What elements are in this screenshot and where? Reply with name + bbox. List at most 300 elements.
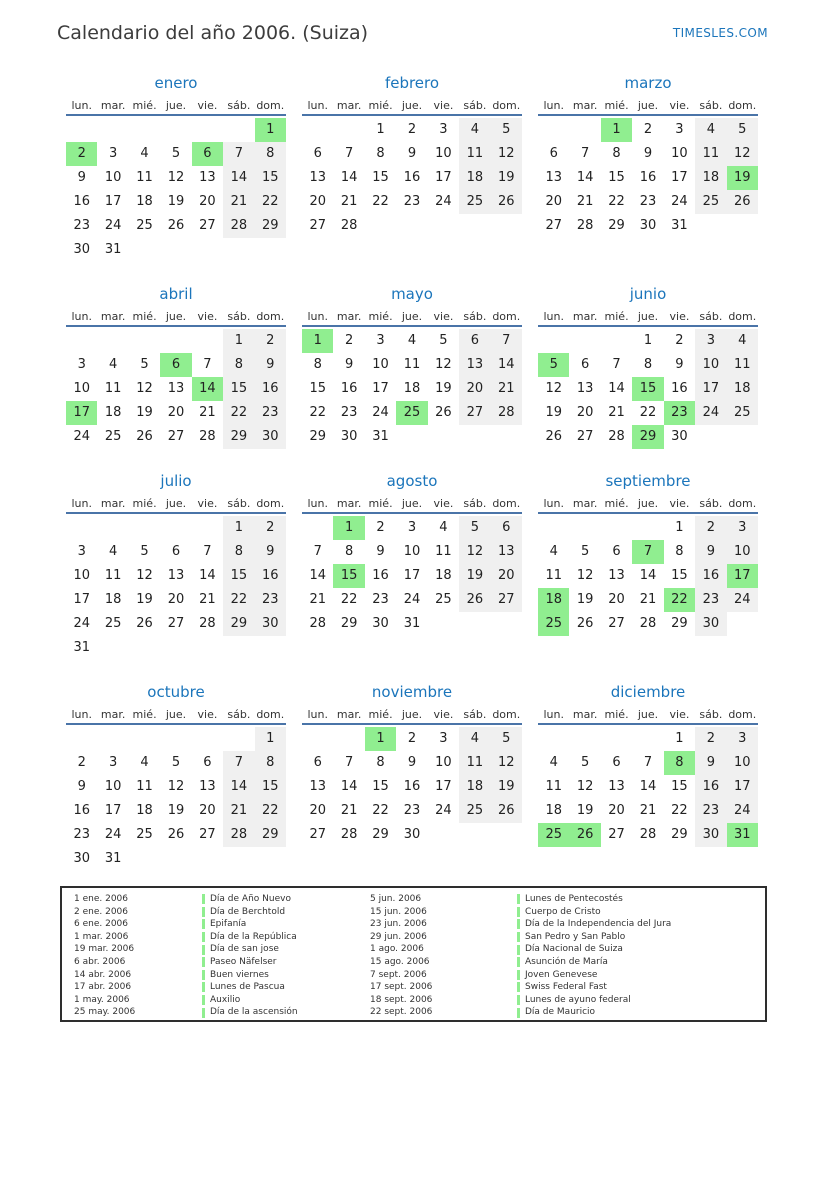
legend-date: 1 mar. 2006 — [74, 931, 129, 942]
weekday-header: jue. — [165, 497, 187, 510]
empty-cell — [569, 516, 600, 540]
date-cell: 29 — [223, 612, 254, 636]
date-cell: 20 — [167, 405, 185, 420]
date-cell: 7 — [344, 146, 354, 161]
date-cell: 28 — [340, 218, 358, 233]
date-cell: 26 — [167, 827, 185, 842]
empty-cell — [97, 329, 128, 353]
weekday-header: mar. — [572, 310, 598, 323]
date-cell: 19 — [136, 592, 153, 607]
date-cell: 31 — [73, 640, 90, 655]
legend-row — [370, 943, 755, 956]
date-cell: 22 — [223, 401, 254, 425]
date-cell: 30 — [695, 612, 726, 636]
date-cell: 19 — [435, 381, 452, 396]
legend-holiday-name: Joven Genevese — [517, 969, 597, 982]
date-cell: 2 — [344, 333, 354, 348]
date-cell: 3 — [439, 731, 448, 746]
date-cell: 3 — [407, 520, 417, 535]
date-cell: 7 — [203, 544, 212, 559]
month-julio — [66, 472, 286, 660]
date-cell: 11 — [695, 142, 726, 166]
date-cell: 3 — [108, 755, 118, 770]
date-cell: 10 — [727, 540, 758, 564]
date-cell: 22 — [340, 592, 358, 607]
date-cell: 12 — [576, 779, 594, 794]
weekday-header: mié. — [368, 310, 393, 323]
date-cell: 10 — [695, 353, 726, 377]
date-cell: 16 — [403, 779, 421, 794]
date-cell: 28 — [491, 401, 522, 425]
holiday-tick-icon — [517, 1008, 520, 1018]
holiday-tick-icon — [202, 970, 205, 980]
date-cell: 4 — [727, 329, 758, 353]
site-link[interactable]: TIMESLES.COM — [672, 26, 768, 40]
holiday-date-cell: 2 — [66, 142, 97, 166]
legend-holiday-name: Día de la ascensión — [202, 1006, 298, 1019]
weekday-header-row — [538, 310, 758, 325]
empty-cell — [97, 727, 128, 751]
holiday-tick-icon — [517, 932, 520, 942]
weekday-header: jue. — [165, 310, 187, 323]
dates-grid — [538, 329, 758, 449]
date-cell: 29 — [255, 214, 286, 238]
weekday-header-row — [302, 708, 522, 723]
date-cell: 10 — [372, 357, 389, 372]
weekday-header: mié. — [132, 99, 157, 112]
holiday-date-cell: 25 — [538, 612, 569, 636]
empty-cell — [601, 329, 632, 353]
weekday-header: vie. — [669, 708, 690, 721]
header-rule — [66, 512, 286, 514]
date-cell: 30 — [403, 827, 421, 842]
header-rule — [538, 114, 758, 116]
date-cell: 24 — [104, 827, 122, 842]
date-cell: 4 — [140, 755, 149, 770]
date-cell: 7 — [313, 544, 322, 559]
holiday-tick-icon — [202, 957, 205, 967]
date-cell: 2 — [407, 731, 417, 746]
legend-date: 1 ene. 2006 — [74, 894, 128, 904]
holiday-date-cell: 17 — [727, 564, 758, 588]
holiday-tick-icon — [517, 970, 520, 980]
weekday-header: sáb. — [227, 99, 251, 112]
date-cell: 20 — [491, 564, 522, 588]
date-cell: 25 — [459, 190, 490, 214]
date-cell: 3 — [439, 122, 448, 137]
date-cell: 17 — [727, 775, 758, 799]
date-cell: 28 — [223, 823, 254, 847]
date-cell: 16 — [372, 568, 389, 583]
date-cell: 1 — [643, 333, 653, 348]
date-cell: 11 — [136, 170, 153, 185]
date-cell: 15 — [223, 377, 254, 401]
date-cell: 27 — [309, 218, 326, 233]
empty-cell — [66, 727, 97, 751]
date-cell: 13 — [199, 170, 216, 185]
weekday-header: mar. — [336, 708, 362, 721]
date-cell: 9 — [344, 357, 354, 372]
date-cell: 21 — [639, 803, 657, 818]
weekday-header: mar. — [100, 497, 126, 510]
holiday-date-cell: 29 — [632, 425, 663, 449]
holiday-tick-icon — [202, 982, 205, 992]
date-cell: 25 — [136, 218, 153, 233]
date-cell: 30 — [372, 616, 389, 631]
holiday-date-cell: 5 — [538, 353, 569, 377]
date-cell: 25 — [727, 401, 758, 425]
empty-cell — [538, 516, 569, 540]
date-cell: 21 — [223, 799, 254, 823]
date-cell: 12 — [491, 751, 522, 775]
holiday-date-cell: 15 — [333, 564, 364, 588]
date-cell: 12 — [167, 170, 185, 185]
months-grid — [66, 74, 768, 871]
legend-holiday-name: San Pedro y San Pablo — [517, 931, 625, 944]
date-cell: 24 — [104, 218, 122, 233]
date-cell: 22 — [372, 194, 389, 209]
page-header — [57, 20, 768, 46]
legend-date: 29 jun. 2006 — [370, 931, 427, 942]
date-cell: 4 — [407, 333, 417, 348]
empty-cell — [192, 727, 223, 751]
month-title: septiembre — [605, 472, 691, 490]
date-cell: 25 — [459, 799, 490, 823]
empty-cell — [632, 516, 663, 540]
empty-cell — [129, 118, 160, 142]
weekday-header: dom. — [492, 310, 521, 323]
date-cell: 9 — [643, 146, 653, 161]
date-cell: 16 — [340, 381, 358, 396]
date-cell: 1 — [675, 731, 684, 746]
weekday-header: jue. — [165, 99, 187, 112]
month-title: noviembre — [371, 683, 453, 701]
empty-cell — [97, 118, 128, 142]
legend-row — [74, 956, 370, 969]
date-cell: 24 — [403, 592, 421, 607]
holiday-tick-icon — [202, 894, 205, 904]
date-cell: 20 — [576, 405, 594, 420]
date-cell: 17 — [695, 377, 726, 401]
weekday-header: vie. — [197, 708, 218, 721]
legend-date: 6 ene. 2006 — [74, 919, 128, 930]
legend-holiday-name: Día Nacional de Suiza — [517, 943, 623, 956]
holiday-tick-icon — [517, 995, 520, 1005]
date-cell: 9 — [695, 751, 726, 775]
date-cell: 6 — [171, 544, 181, 559]
date-cell: 4 — [695, 118, 726, 142]
date-cell: 11 — [727, 353, 758, 377]
date-cell: 14 — [199, 568, 216, 583]
date-cell: 19 — [491, 775, 522, 799]
header-rule — [302, 325, 522, 327]
empty-cell — [97, 516, 128, 540]
weekday-header-row — [302, 99, 522, 114]
legend-row — [74, 931, 370, 944]
holiday-date-cell: 1 — [302, 329, 333, 353]
date-cell: 24 — [727, 588, 758, 612]
legend-row — [74, 893, 370, 906]
empty-cell — [302, 727, 333, 751]
holiday-date-cell: 1 — [333, 516, 364, 540]
dates-grid — [302, 118, 522, 238]
date-cell: 11 — [459, 751, 490, 775]
date-cell: 30 — [255, 425, 286, 449]
date-cell: 3 — [376, 333, 385, 348]
date-cell: 5 — [140, 544, 149, 559]
date-cell: 17 — [73, 592, 90, 607]
date-cell: 15 — [372, 170, 389, 185]
month-title: agosto — [386, 472, 438, 490]
date-cell: 9 — [255, 540, 286, 564]
legend-date: 23 jun. 2006 — [370, 919, 427, 930]
legend-holiday-name: Día de la Independencia del Jura — [517, 918, 671, 931]
legend-row — [370, 969, 755, 982]
date-cell: 6 — [203, 755, 212, 770]
date-cell: 21 — [608, 405, 625, 420]
weekday-header: jue. — [637, 310, 659, 323]
legend-holiday-name: Día de Mauricio — [517, 1006, 595, 1019]
legend-date: 18 sept. 2006 — [370, 994, 433, 1005]
date-cell: 10 — [73, 568, 90, 583]
date-cell: 21 — [340, 803, 358, 818]
legend-date: 15 ago. 2006 — [370, 956, 430, 967]
weekday-header: dom. — [256, 708, 285, 721]
date-cell: 11 — [545, 568, 562, 583]
date-cell: 25 — [104, 429, 122, 444]
date-cell: 9 — [695, 540, 726, 564]
header-rule — [538, 512, 758, 514]
date-cell: 7 — [203, 357, 212, 372]
holiday-date-cell: 1 — [365, 727, 396, 751]
legend-holiday-name: Día de la República — [202, 931, 297, 944]
date-cell: 4 — [439, 520, 448, 535]
date-cell: 22 — [671, 803, 688, 818]
date-cell: 6 — [612, 544, 621, 559]
empty-cell — [569, 727, 600, 751]
holiday-date-cell: 25 — [538, 823, 569, 847]
date-cell: 12 — [727, 142, 758, 166]
date-cell: 30 — [695, 823, 726, 847]
holiday-tick-icon — [202, 907, 205, 917]
header-rule — [302, 512, 522, 514]
date-cell: 19 — [167, 803, 185, 818]
date-cell: 26 — [576, 616, 594, 631]
month-title: julio — [160, 472, 192, 490]
weekday-header: vie. — [197, 310, 218, 323]
legend-row — [370, 956, 755, 969]
date-cell: 18 — [727, 377, 758, 401]
holiday-tick-icon — [517, 907, 520, 917]
legend-col-left — [74, 893, 370, 1019]
legend-row — [74, 994, 370, 1007]
date-cell: 20 — [459, 377, 490, 401]
weekday-header-row — [302, 497, 522, 512]
weekday-header: lun. — [543, 99, 564, 112]
weekday-header: dom. — [492, 497, 521, 510]
weekday-header: jue. — [637, 497, 659, 510]
date-cell: 9 — [376, 544, 385, 559]
date-cell: 28 — [309, 616, 326, 631]
holiday-date-cell: 8 — [664, 751, 695, 775]
date-cell: 15 — [255, 775, 286, 799]
date-cell: 24 — [73, 616, 90, 631]
weekday-header: vie. — [669, 310, 690, 323]
header-rule — [302, 723, 522, 725]
weekday-header-row — [538, 497, 758, 512]
month-agosto — [302, 472, 522, 660]
date-cell: 24 — [435, 194, 452, 209]
date-cell: 8 — [376, 755, 385, 770]
weekday-header: jue. — [637, 708, 659, 721]
legend-holiday-name: Asunción de María — [517, 956, 608, 969]
date-cell: 30 — [73, 242, 90, 257]
weekday-header: mié. — [604, 708, 629, 721]
holiday-tick-icon — [517, 945, 520, 955]
date-cell: 11 — [545, 779, 562, 794]
date-cell: 7 — [580, 146, 590, 161]
empty-cell — [223, 118, 254, 142]
month-title: enero — [154, 74, 198, 92]
date-cell: 4 — [549, 755, 558, 770]
month-title: marzo — [624, 74, 672, 92]
date-cell: 9 — [407, 755, 417, 770]
date-cell: 28 — [223, 214, 254, 238]
date-cell: 21 — [491, 377, 522, 401]
date-cell: 30 — [340, 429, 358, 444]
legend-date: 22 sept. 2006 — [370, 1007, 433, 1018]
date-cell: 26 — [491, 799, 522, 823]
date-cell: 13 — [576, 381, 594, 396]
date-cell: 4 — [459, 118, 490, 142]
date-cell: 20 — [199, 194, 216, 209]
date-cell: 16 — [255, 377, 286, 401]
date-cell: 30 — [639, 218, 657, 233]
legend-date: 1 may. 2006 — [74, 994, 130, 1005]
date-cell: 12 — [167, 779, 185, 794]
date-cell: 17 — [435, 779, 452, 794]
weekday-header: mar. — [572, 99, 598, 112]
date-cell: 22 — [255, 190, 286, 214]
legend-row — [74, 918, 370, 931]
date-cell: 27 — [167, 616, 185, 631]
date-cell: 4 — [459, 727, 490, 751]
date-cell: 8 — [223, 353, 254, 377]
date-cell: 6 — [313, 755, 322, 770]
date-cell: 9 — [77, 170, 86, 185]
month-title: abril — [159, 285, 193, 303]
date-cell: 5 — [439, 333, 448, 348]
date-cell: 15 — [372, 779, 389, 794]
date-cell: 14 — [309, 568, 326, 583]
date-cell: 21 — [639, 592, 657, 607]
date-cell: 17 — [104, 803, 122, 818]
date-cell: 20 — [608, 592, 625, 607]
date-cell: 14 — [608, 381, 625, 396]
date-cell: 21 — [576, 194, 594, 209]
date-cell: 2 — [255, 516, 286, 540]
weekday-header: dom. — [728, 99, 757, 112]
date-cell: 14 — [639, 568, 657, 583]
date-cell: 18 — [104, 592, 122, 607]
date-cell: 22 — [608, 194, 625, 209]
date-cell: 19 — [576, 592, 594, 607]
date-cell: 23 — [73, 218, 90, 233]
date-cell: 10 — [73, 381, 90, 396]
holiday-date-cell: 25 — [396, 401, 427, 425]
date-cell: 19 — [491, 166, 522, 190]
date-cell: 22 — [223, 588, 254, 612]
weekday-header: jue. — [401, 310, 423, 323]
date-cell: 23 — [255, 588, 286, 612]
date-cell: 26 — [491, 190, 522, 214]
weekday-header: mié. — [132, 310, 157, 323]
date-cell: 10 — [727, 751, 758, 775]
month-febrero — [302, 74, 522, 262]
legend-date: 1 ago. 2006 — [370, 944, 424, 955]
month-octubre — [66, 683, 286, 871]
empty-cell — [569, 329, 600, 353]
date-cell: 14 — [340, 779, 358, 794]
dates-grid — [538, 727, 758, 847]
weekday-header: sáb. — [699, 497, 723, 510]
legend-date: 14 abr. 2006 — [74, 969, 132, 980]
date-cell: 27 — [199, 827, 216, 842]
weekday-header: mar. — [336, 310, 362, 323]
date-cell: 27 — [608, 616, 625, 631]
empty-cell — [160, 727, 191, 751]
date-cell: 15 — [255, 166, 286, 190]
date-cell: 14 — [576, 170, 594, 185]
weekday-header: vie. — [669, 497, 690, 510]
date-cell: 27 — [545, 218, 562, 233]
date-cell: 29 — [309, 429, 326, 444]
legend-holiday-name: Día de san jose — [202, 943, 279, 956]
holiday-tick-icon — [202, 932, 205, 942]
date-cell: 29 — [372, 827, 389, 842]
weekday-header: mar. — [572, 708, 598, 721]
date-cell: 25 — [136, 827, 153, 842]
empty-cell — [302, 118, 333, 142]
date-cell: 2 — [675, 333, 684, 348]
weekday-header: lun. — [307, 99, 328, 112]
date-cell: 1 — [223, 516, 254, 540]
date-cell: 28 — [639, 616, 657, 631]
legend-row — [370, 906, 755, 919]
date-cell: 5 — [459, 516, 490, 540]
date-cell: 10 — [435, 146, 452, 161]
date-cell: 20 — [167, 592, 185, 607]
weekday-header: dom. — [492, 708, 521, 721]
weekday-header: sáb. — [463, 497, 487, 510]
date-cell: 24 — [435, 803, 452, 818]
header-rule — [538, 723, 758, 725]
legend-row — [370, 893, 755, 906]
month-marzo — [538, 74, 758, 262]
weekday-header: lun. — [71, 708, 92, 721]
date-cell: 3 — [727, 727, 758, 751]
weekday-header: dom. — [728, 310, 757, 323]
date-cell: 27 — [199, 218, 216, 233]
date-cell: 27 — [309, 827, 326, 842]
date-cell: 29 — [671, 616, 688, 631]
date-cell: 24 — [73, 429, 90, 444]
weekday-header: mar. — [100, 708, 126, 721]
month-diciembre — [538, 683, 758, 871]
empty-cell — [302, 516, 333, 540]
date-cell: 7 — [344, 755, 354, 770]
legend-row — [74, 906, 370, 919]
